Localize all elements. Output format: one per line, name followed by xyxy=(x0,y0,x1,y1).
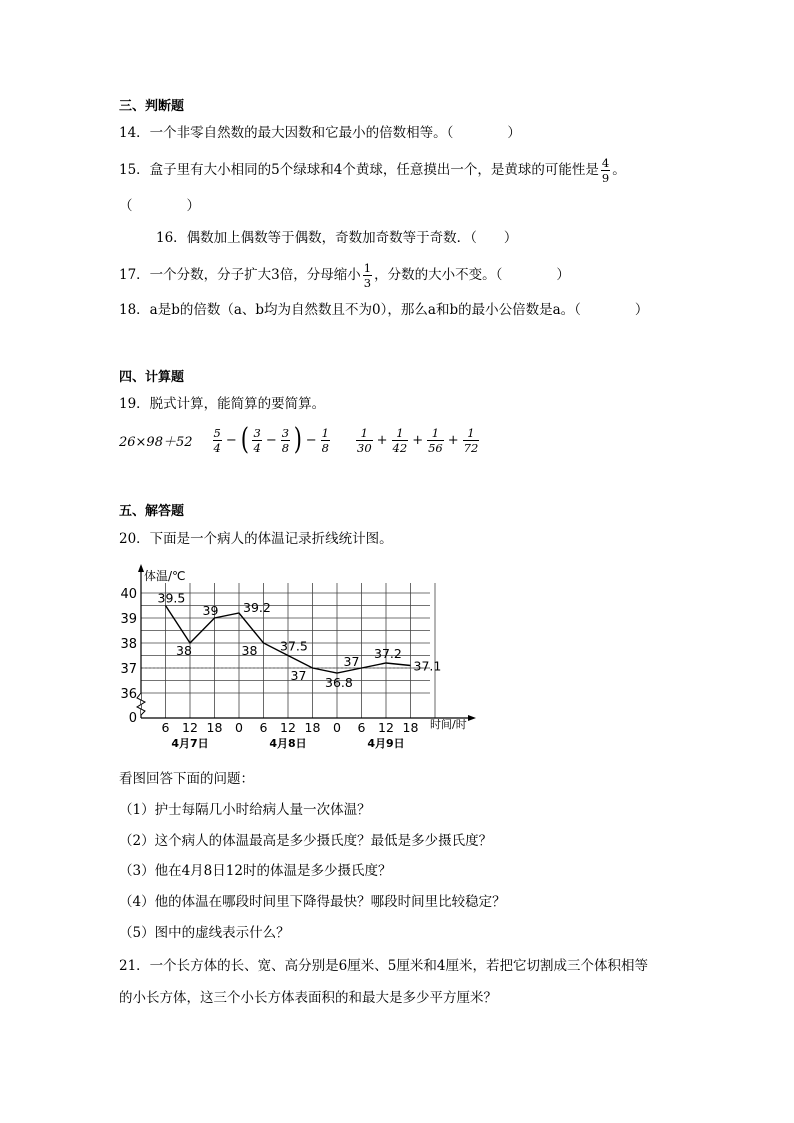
chart-prompt: 看图回答下面的问题： xyxy=(119,771,254,787)
point-value-label: 36.8 xyxy=(325,675,353,690)
fraction-4-9: $\frac{4}{9}$ xyxy=(601,156,610,185)
section3-heading: 三、判断题 xyxy=(119,99,185,114)
y-tick-label: 0 xyxy=(128,711,137,726)
day-label: 4月8日 xyxy=(269,737,307,750)
x-tick-label: 18 xyxy=(206,720,223,735)
day-label: 4月9日 xyxy=(367,737,405,750)
temperature-line-chart xyxy=(118,562,478,752)
day-label: 4月7日 xyxy=(171,737,209,750)
question-20: 20．下面是一个病人的体温记录折线统计图。 xyxy=(119,531,393,547)
question-21-line2: 的小长方体，这三个小长方体表面积的和最大是多少平方厘米？ xyxy=(119,990,497,1006)
question-17-text: 17．一个分数，分子扩大3倍，分母缩小 xyxy=(119,267,361,283)
expression-1: 26×98＋52 xyxy=(119,434,193,450)
question-15-end: 。 xyxy=(612,162,626,178)
question-19: 19．脱式计算，能简算的要简算。 xyxy=(119,396,326,412)
x-tick-label: 12 xyxy=(182,720,198,735)
x-axis-label: 时间/时 xyxy=(430,718,467,731)
y-tick-label: 40 xyxy=(120,587,137,602)
point-value-label: 37 xyxy=(343,654,360,669)
x-axis-arrow-icon xyxy=(468,715,476,721)
y-tick-label: 38 xyxy=(120,637,137,652)
x-tick-label: 18 xyxy=(402,720,419,735)
point-value-label: 37.2 xyxy=(374,646,402,661)
sub-question-1: （1）护士每隔几小时给病人量一次体温？ xyxy=(119,802,371,818)
point-value-label: 38 xyxy=(241,643,258,658)
axis-break-icon xyxy=(137,693,145,715)
sub-question-2: （2）这个病人的体温最高是多少摄氏度？最低是多少摄氏度？ xyxy=(119,833,493,849)
y-tick-label: 36 xyxy=(120,687,137,702)
point-value-label: 37 xyxy=(290,668,307,683)
expression-2: $\frac{5}{4}$ − ( $\frac{3}{4}$ − $\frac{3}{8}$ ) − $\frac{1}{8}$ xyxy=(213,422,329,457)
question-15-text: 15．盒子里有大小相同的5个绿球和4个黄球，任意摸出一个，是黄球的可能性是 xyxy=(119,162,599,178)
point-value-label: 39.5 xyxy=(157,590,186,606)
x-tick-label: 12 xyxy=(378,720,394,735)
x-tick-label: 0 xyxy=(235,720,243,735)
x-tick-label: 18 xyxy=(304,720,321,735)
sub-question-5: （5）图中的虚线表示什么？ xyxy=(119,925,290,941)
expression-3: $\frac{1}{30}$ + $\frac{1}{42}$ + $\frac{1}{56}$ + $\frac{1}{72}$ xyxy=(357,425,479,455)
y-tick-label: 37 xyxy=(120,662,137,677)
point-value-label: 39.2 xyxy=(243,600,271,615)
question-15-blank: （ ） xyxy=(119,198,200,214)
question-15 xyxy=(119,157,626,184)
x-tick-label: 6 xyxy=(161,720,170,735)
point-value-label: 38 xyxy=(176,643,192,658)
x-tick-label: 0 xyxy=(333,720,341,735)
question-17-end: ，分数的大小不变。（ ） xyxy=(374,267,570,283)
question-14: 14．一个非零自然数的最大因数和它最小的倍数相等。（ ） xyxy=(119,125,521,141)
y-axis-label: 体温/℃ xyxy=(144,569,186,583)
section4-heading: 四、计算题 xyxy=(119,370,185,385)
x-tick-label: 6 xyxy=(259,720,268,735)
question-17 xyxy=(119,262,570,289)
fraction-1-3: $\frac{1}{3}$ xyxy=(363,261,372,290)
calc-expressions xyxy=(119,420,481,460)
question-18: 18．a是b的倍数（a、b均为自然数且不为0），那么a和b的最小公倍数是a。（ ） xyxy=(119,302,649,318)
point-value-label: 37.1 xyxy=(413,658,442,674)
x-tick-label: 6 xyxy=(357,720,366,735)
x-tick-label: 12 xyxy=(280,720,296,735)
question-16: 16．偶数加上偶数等于偶数，奇数加奇数等于奇数．（ ） xyxy=(156,230,518,246)
sub-question-4: （4）他的体温在哪段时间里下降得最快？哪段时间里比较稳定？ xyxy=(119,894,506,910)
question-21-line1: 21．一个长方体的长、宽、高分别是6厘米、5厘米和4厘米，若把它切割成三个体积相等 xyxy=(119,958,648,974)
sub-question-3: （3）他在4月8日12时的体温是多少摄氏度？ xyxy=(119,863,392,879)
section5-heading: 五、解答题 xyxy=(119,504,185,519)
point-value-label: 37.5 xyxy=(280,638,308,654)
point-value-label: 39 xyxy=(202,603,219,618)
y-tick-label: 39 xyxy=(120,612,137,627)
